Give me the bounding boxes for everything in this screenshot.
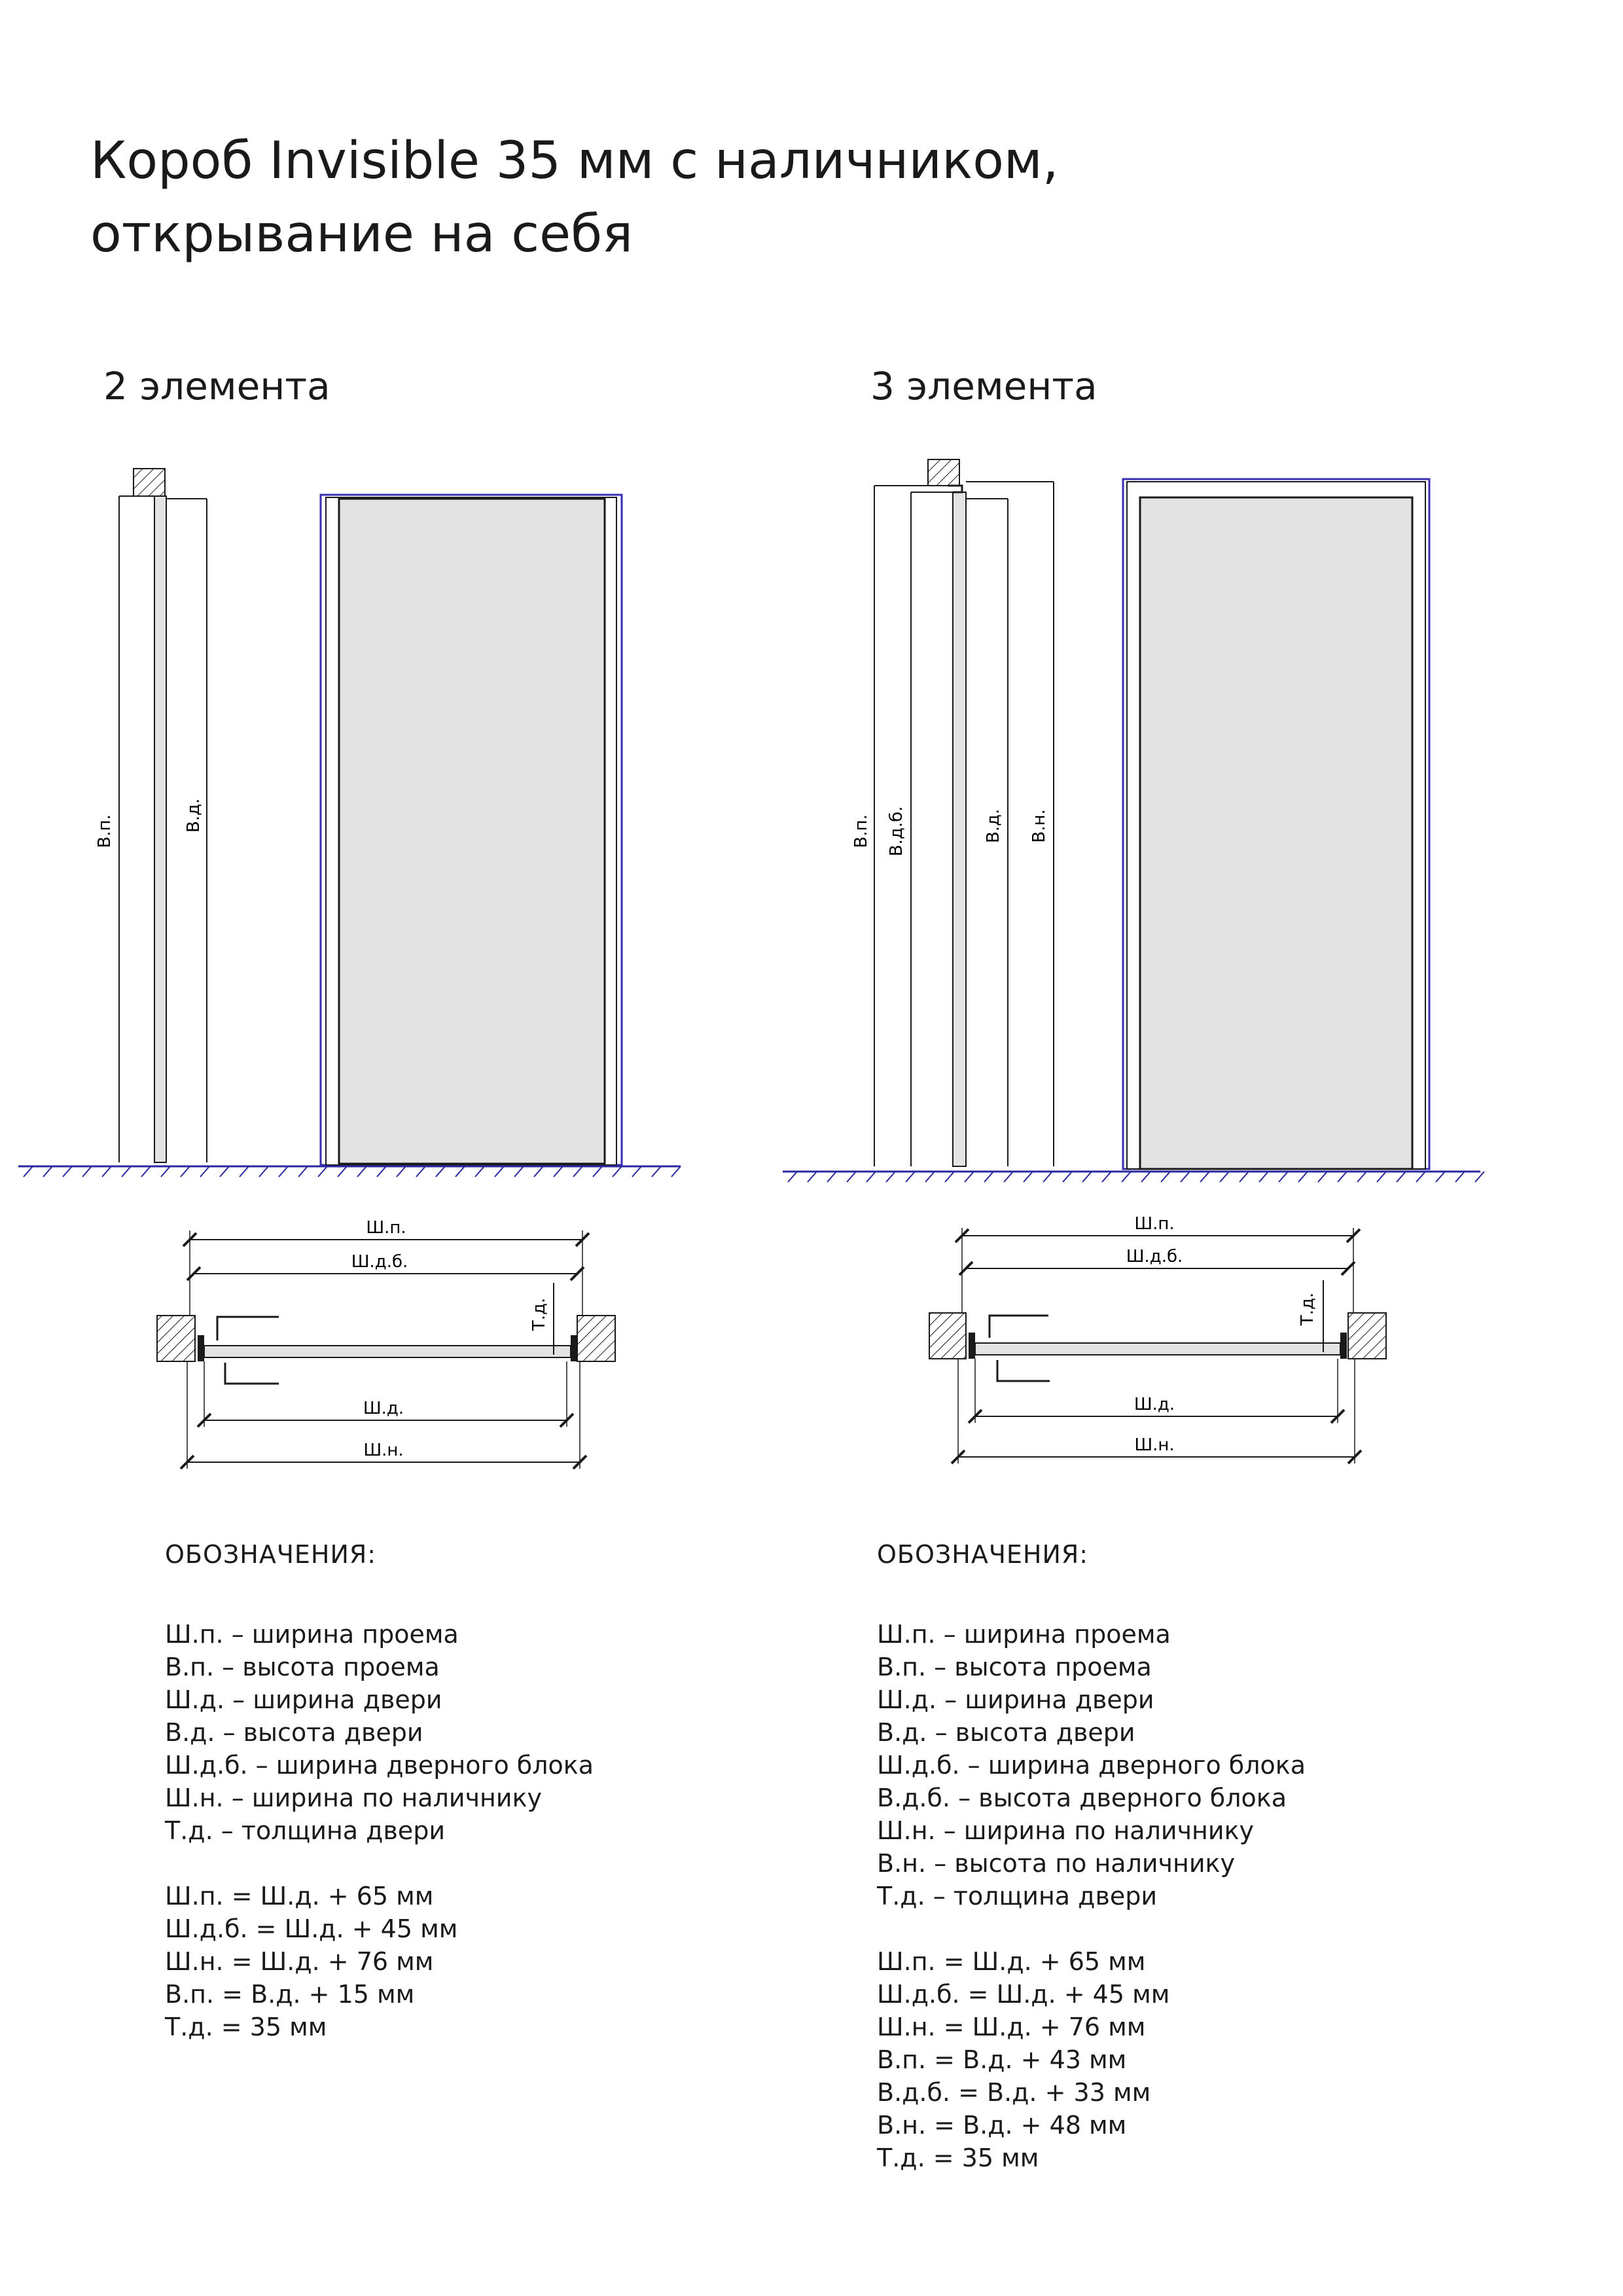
legend-formula: Ш.п. = Ш.д. + 65 мм xyxy=(877,1947,1146,1976)
side-label-vn: В.н. xyxy=(1029,809,1049,843)
handle-inner xyxy=(225,1363,279,1384)
floor-hatch-mark xyxy=(965,1172,974,1182)
plan-3-elements xyxy=(929,1214,1386,1463)
legend-definition: В.д.б. – высота дверного блока xyxy=(877,1784,1287,1812)
floor-hatch-mark xyxy=(82,1166,92,1177)
plan-label-sd-2: Ш.д. xyxy=(1133,1395,1175,1414)
legend-definition: Ш.п. – ширина проема xyxy=(165,1620,459,1649)
frame-profile-side-2 xyxy=(953,492,966,1166)
floor-hatch-mark xyxy=(1082,1172,1092,1182)
handle-outer xyxy=(217,1317,279,1340)
floor-hatch-mark xyxy=(24,1166,33,1177)
elevation-3-elements xyxy=(783,459,1484,1182)
elevation-2-elements xyxy=(18,469,681,1177)
floor-hatch-mark xyxy=(240,1166,249,1177)
side-label-vdb: В.д.б. xyxy=(887,806,906,857)
floor-hatch-mark xyxy=(279,1166,288,1177)
floor-hatch-mark xyxy=(397,1166,406,1177)
floor-hatch-mark xyxy=(1279,1172,1288,1182)
floor-hatch-mark xyxy=(984,1172,993,1182)
floor-hatch-mark xyxy=(1357,1172,1366,1182)
floor-hatch-mark xyxy=(652,1166,661,1177)
plan-label-sn: Ш.н. xyxy=(363,1441,404,1460)
floor-hatch-mark xyxy=(808,1172,817,1182)
legend-definition: Ш.д.б. – ширина дверного блока xyxy=(165,1751,594,1780)
legend-definition: В.д. – высота двери xyxy=(165,1718,423,1747)
legend-formulas xyxy=(877,1945,1306,2174)
floor-hatch-mark xyxy=(1475,1172,1484,1182)
legend-definition: В.п. – высота проема xyxy=(877,1653,1152,1681)
floor-hatch-mark xyxy=(1318,1172,1327,1182)
floor-hatch-mark xyxy=(1397,1172,1406,1182)
legend-definition: Ш.д. – ширина двери xyxy=(165,1685,442,1714)
wall-left xyxy=(157,1316,195,1361)
floor-hatch-mark xyxy=(1063,1172,1072,1182)
floor-hatch-mark xyxy=(141,1166,151,1177)
floor-hatch-mark xyxy=(514,1166,524,1177)
floor-hatch-mark xyxy=(593,1166,602,1177)
plan-label-sp: Ш.п. xyxy=(366,1218,406,1238)
legend-definitions xyxy=(877,1618,1306,1912)
plan-label-sdb-2: Ш.д.б. xyxy=(1126,1247,1183,1266)
floor-hatch-mark xyxy=(1200,1172,1209,1182)
floor-hatch-mark xyxy=(200,1166,209,1177)
floor-hatch-mark xyxy=(1298,1172,1308,1182)
legend-formula: Ш.д.б. = Ш.д. + 45 мм xyxy=(877,1980,1170,2009)
legend-2-elements xyxy=(165,1538,594,2043)
variant-heading-2-elements: 2 элемента xyxy=(103,364,330,408)
plan-2-elements xyxy=(157,1218,615,1469)
floor-hatch-mark xyxy=(886,1172,895,1182)
floor-hatch-mark xyxy=(43,1166,52,1177)
floor-hatch-mark xyxy=(220,1166,229,1177)
floor-hatch-mark xyxy=(573,1166,582,1177)
legend-formula: Ш.н. = Ш.д. + 76 мм xyxy=(165,1947,434,1976)
legend-formulas xyxy=(165,1880,594,2043)
floor-hatch-mark xyxy=(847,1172,856,1182)
floor-hatch-mark xyxy=(298,1166,308,1177)
plan-label-td-2: Т.д. xyxy=(1298,1292,1317,1326)
legend-formula: Ш.п. = Ш.д. + 65 мм xyxy=(165,1882,434,1910)
legend-definitions xyxy=(165,1618,594,1847)
variant-heading-3-elements: 3 элемента xyxy=(870,364,1097,408)
floor-hatch-mark xyxy=(945,1172,954,1182)
floor-hatch-mark xyxy=(613,1166,622,1177)
floor-hatch-mark xyxy=(554,1166,563,1177)
floor-hatch-mark xyxy=(455,1166,465,1177)
plan-label-td: Т.д. xyxy=(529,1297,549,1331)
floor-hatch-mark xyxy=(416,1166,425,1177)
door-leaf xyxy=(339,499,605,1164)
floor-hatch-mark xyxy=(377,1166,386,1177)
legend-formula: В.п. = В.д. + 43 мм xyxy=(877,2045,1127,2074)
floor-hatch-mark xyxy=(1436,1172,1445,1182)
side-label-vp-2: В.п. xyxy=(851,814,871,848)
legend-definition: Ш.д. – ширина двери xyxy=(877,1685,1154,1714)
floor-hatch-mark xyxy=(318,1166,327,1177)
legend-formula: В.д.б. = В.д. + 33 мм xyxy=(877,2078,1151,2107)
floor-hatch-mark xyxy=(1122,1172,1131,1182)
floor-hatching xyxy=(24,1166,681,1177)
legend-definition: Ш.н. – ширина по наличнику xyxy=(877,1816,1255,1845)
legend-definition: Т.д. – толщина двери xyxy=(165,1816,446,1845)
wall-section-top-2 xyxy=(928,459,959,486)
floor-hatch-mark xyxy=(1161,1172,1170,1182)
floor-hatch-mark xyxy=(1024,1172,1033,1182)
floor-hatch-mark xyxy=(632,1166,641,1177)
floor-hatch-mark xyxy=(1043,1172,1052,1182)
side-label-vd-2: В.д. xyxy=(984,808,1003,844)
legend-definition: В.п. – высота проема xyxy=(165,1653,440,1681)
floor-hatch-mark xyxy=(1377,1172,1386,1182)
frame-profile-side xyxy=(154,496,166,1162)
floor-hatch-mark xyxy=(671,1166,681,1177)
legend-definition: Ш.н. – ширина по наличнику xyxy=(165,1784,543,1812)
floor-hatch-mark xyxy=(925,1172,935,1182)
legend-formula: Т.д. = 35 мм xyxy=(165,2013,327,2041)
legend-formula: В.н. = В.д. + 48 мм xyxy=(877,2111,1127,2140)
floor-hatch-mark xyxy=(1240,1172,1249,1182)
legend-formula: Ш.д.б. = Ш.д. + 45 мм xyxy=(165,1914,458,1943)
floor-hatch-mark xyxy=(788,1172,797,1182)
wall-section-top xyxy=(134,469,165,496)
floor-hatch-mark xyxy=(475,1166,484,1177)
floor-hatch-mark xyxy=(906,1172,915,1182)
title-line-1: Короб Invisible 35 мм с наличником, xyxy=(90,132,1059,190)
floor-hatch-mark xyxy=(63,1166,72,1177)
title-line-2: открывание на себя xyxy=(90,205,633,264)
floor-hatching-2 xyxy=(788,1172,1484,1182)
floor-hatch-mark xyxy=(1004,1172,1013,1182)
plan-label-sd: Ш.д. xyxy=(363,1399,404,1418)
side-label-vp: В.п. xyxy=(95,814,115,848)
wall-right-2 xyxy=(1348,1313,1386,1359)
floor-hatch-mark xyxy=(357,1166,366,1177)
floor-hatch-mark xyxy=(866,1172,876,1182)
door-leaf-plan xyxy=(204,1346,571,1357)
legend-definition: Ш.п. – ширина проема xyxy=(877,1620,1171,1649)
floor-hatch-mark xyxy=(1416,1172,1425,1182)
legend-definition: В.д. – высота двери xyxy=(877,1718,1135,1747)
side-label-vd: В.д. xyxy=(184,798,204,833)
wall-right xyxy=(577,1316,615,1361)
legend-definition: Т.д. – толщина двери xyxy=(877,1882,1158,1910)
door-leaf-plan-2 xyxy=(975,1343,1340,1355)
floor-hatch-mark xyxy=(1181,1172,1190,1182)
floor-hatch-mark xyxy=(495,1166,504,1177)
floor-hatch-mark xyxy=(181,1166,190,1177)
wall-left-2 xyxy=(929,1313,966,1359)
floor-hatch-mark xyxy=(1102,1172,1111,1182)
floor-hatch-mark xyxy=(122,1166,131,1177)
floor-hatch-mark xyxy=(827,1172,836,1182)
door-leaf-2 xyxy=(1140,497,1412,1169)
legend-definition: Ш.д.б. – ширина дверного блока xyxy=(877,1751,1306,1780)
floor-hatch-mark xyxy=(259,1166,268,1177)
floor-hatch-mark xyxy=(534,1166,543,1177)
legend-formula: В.п. = В.д. + 15 мм xyxy=(165,1980,415,2009)
plan-label-sn-2: Ш.н. xyxy=(1134,1435,1175,1455)
legend-heading: ОБОЗНАЧЕНИЯ: xyxy=(165,1540,377,1569)
floor-hatch-mark xyxy=(1220,1172,1229,1182)
legend-formula: Т.д. = 35 мм xyxy=(877,2144,1039,2172)
legend-definition: В.н. – высота по наличнику xyxy=(877,1849,1235,1878)
floor-hatch-mark xyxy=(436,1166,445,1177)
legend-heading: ОБОЗНАЧЕНИЯ: xyxy=(877,1540,1089,1569)
floor-hatch-mark xyxy=(1338,1172,1347,1182)
floor-hatch-mark xyxy=(1455,1172,1465,1182)
legend-formula: Ш.н. = Ш.д. + 76 мм xyxy=(877,2013,1146,2041)
plan-label-sp-2: Ш.п. xyxy=(1134,1214,1175,1234)
legend-3-elements xyxy=(877,1538,1306,2174)
floor-hatch-mark xyxy=(338,1166,347,1177)
floor-hatch-mark xyxy=(1259,1172,1268,1182)
floor-hatch-mark xyxy=(102,1166,111,1177)
plan-label-sdb: Ш.д.б. xyxy=(351,1252,408,1272)
floor-hatch-mark xyxy=(161,1166,170,1177)
floor-hatch-mark xyxy=(1141,1172,1150,1182)
